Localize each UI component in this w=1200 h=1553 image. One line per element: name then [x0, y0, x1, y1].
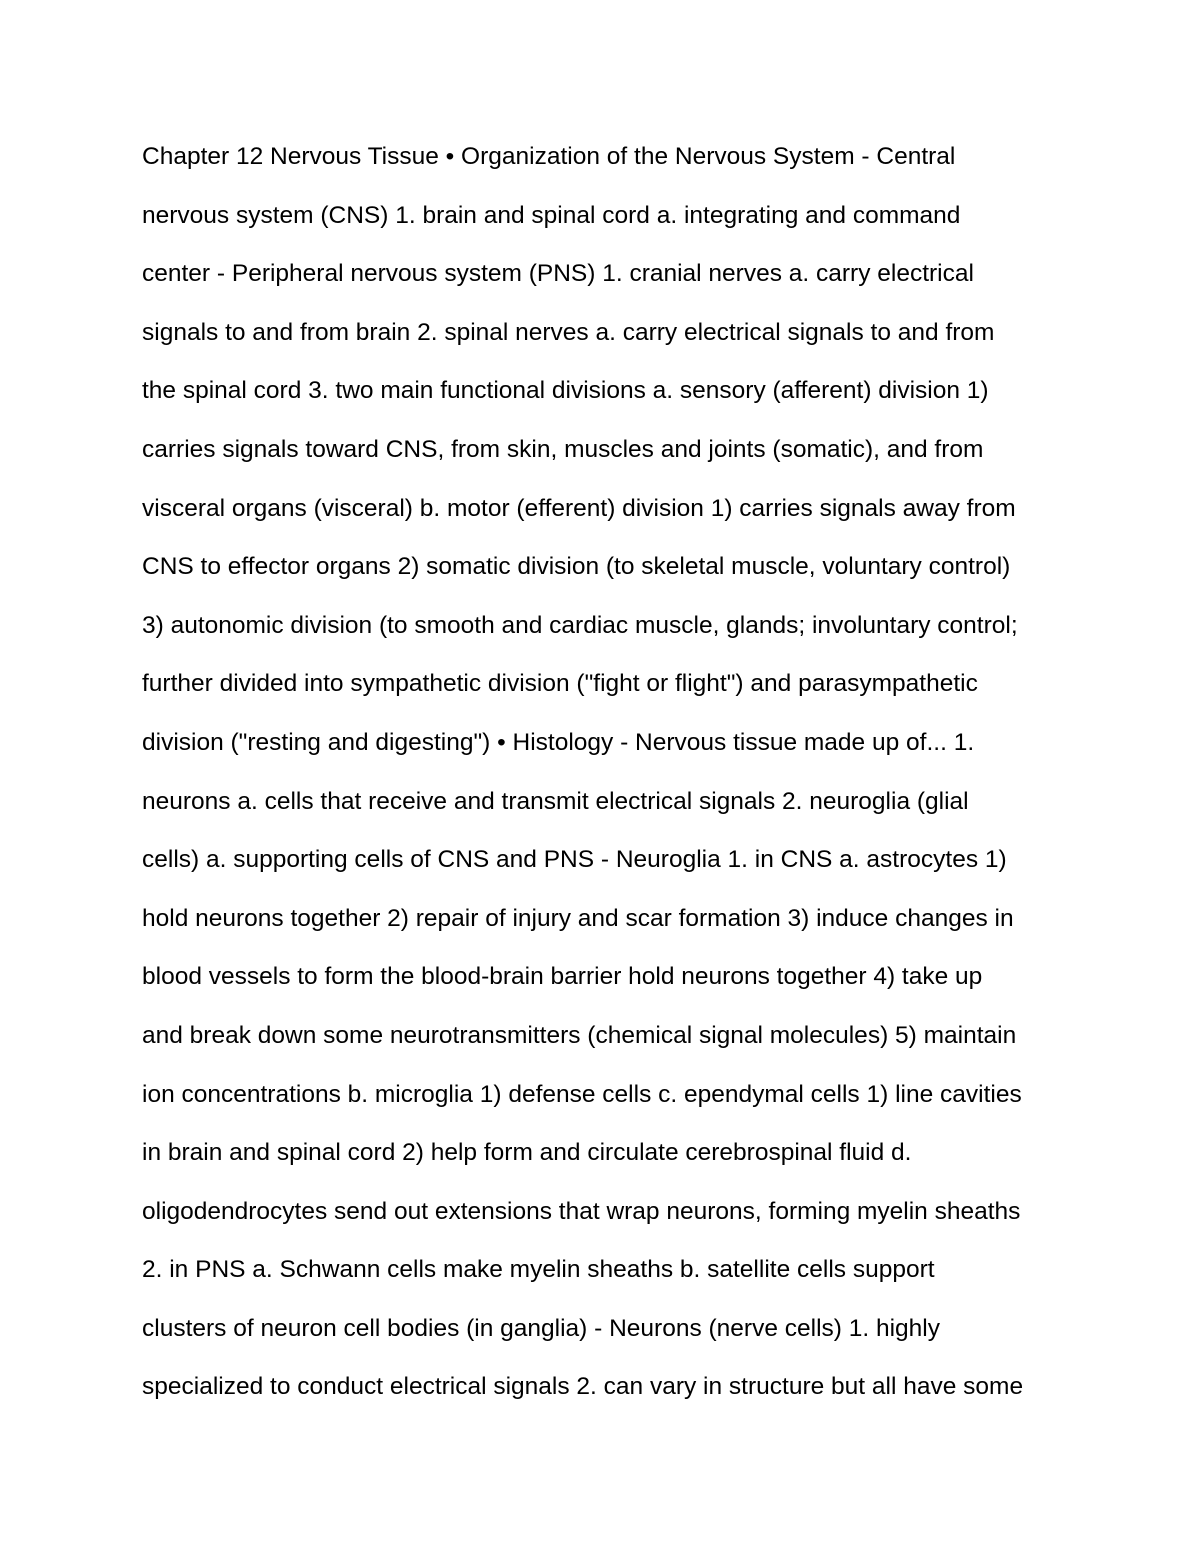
text-line: blood vessels to form the blood-brain barrier hold neurons together 4) take up: [142, 963, 983, 991]
text-line: nervous system (CNS) 1. brain and spinal cord a. integrating and command: [142, 201, 961, 229]
text-line: specialized to conduct electrical signals 2. can vary in structure but all have some: [142, 1373, 1024, 1401]
text-line: Chapter 12 Nervous Tissue • Organization of the Nervous System - Central: [142, 143, 956, 170]
text-line: 2. in PNS a. Schwann cells make myelin sheaths b. satellite cells support: [142, 1256, 935, 1284]
text-line: neurons a. cells that receive and transmit electrical signals 2. neuroglia (glial: [142, 787, 969, 815]
text-line: ion concentrations b. microglia 1) defense cells c. ependymal cells 1) line cavities: [142, 1080, 1022, 1108]
text-line: carries signals toward CNS, from skin, muscles and joints (somatic), and from: [142, 435, 984, 463]
text-line: oligodendrocytes send out extensions that wrap neurons, forming myelin sheaths: [142, 1197, 1021, 1225]
text-line: visceral organs (visceral) b. motor (efferent) division 1) carries signals away from: [142, 494, 1016, 522]
text-line: and break down some neurotransmitters (chemical signal molecules) 5) maintain: [142, 1021, 1017, 1049]
text-line: 3) autonomic division (to smooth and cardiac muscle, glands; involuntary control;: [142, 611, 1018, 639]
text-line: signals to and from brain 2. spinal nerves a. carry electrical signals to and from: [142, 318, 995, 346]
text-line: clusters of neuron cell bodies (in ganglia) - Neurons (nerve cells) 1. highly: [142, 1314, 940, 1342]
text-line: further divided into sympathetic division ("fight or flight") and parasympathetic: [142, 670, 978, 698]
text-line: the spinal cord 3. two main functional divisions a. sensory (afferent) division 1): [142, 377, 989, 405]
text-line: center - Peripheral nervous system (PNS) 1. cranial nerves a. carry electrical: [142, 260, 974, 288]
body-text: [142, 134, 1082, 1423]
text-line: cells) a. supporting cells of CNS and PNS - Neuroglia 1. in CNS a. astrocytes 1): [142, 846, 1007, 874]
text-line: CNS to effector organs 2) somatic division (to skeletal muscle, voluntary control): [142, 553, 1011, 581]
text-line: hold neurons together 2) repair of injury and scar formation 3) induce changes in: [142, 904, 1014, 932]
text-line: division ("resting and digesting") • Histology - Nervous tissue made up of... 1.: [142, 728, 975, 756]
text-line: in brain and spinal cord 2) help form and circulate cerebrospinal fluid d.: [142, 1139, 912, 1167]
